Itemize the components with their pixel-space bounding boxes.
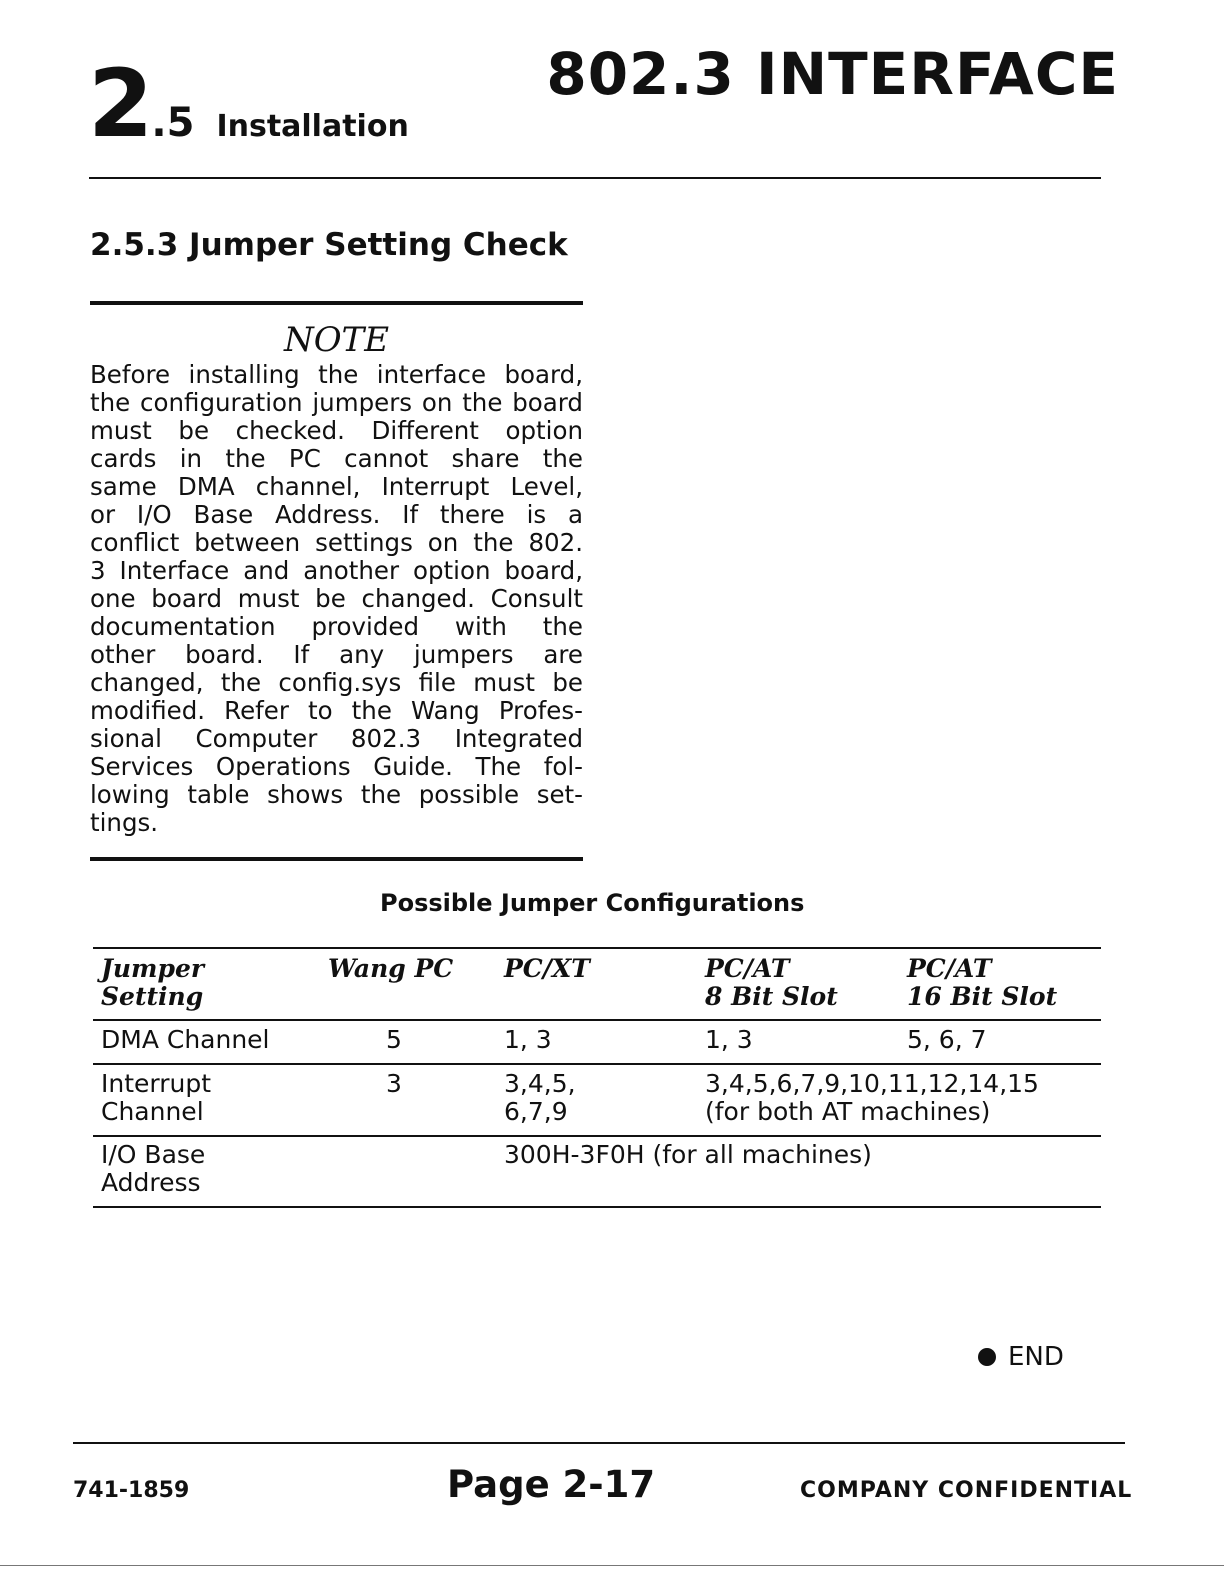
cell-line: Address <box>101 1168 201 1197</box>
header-line: Jumper <box>101 954 205 983</box>
row-io-value: 300H-3F0H (for all machines) <box>504 1140 872 1169</box>
table-title: Possible Jumper Configurations <box>380 889 805 917</box>
header-jumper-setting <box>101 955 204 1011</box>
cell-line: I/O Base <box>101 1140 206 1169</box>
row-dma-pcat-8bit: 1, 3 <box>705 1025 753 1054</box>
row-interrupt-label <box>101 1070 211 1126</box>
note-body <box>90 361 583 837</box>
row-dma-pcxt: 1, 3 <box>504 1025 552 1054</box>
subsection-title: 2.5.3 Jumper Setting Check <box>90 227 568 263</box>
header-line: PC/AT <box>907 954 992 983</box>
row-dma-wang-pc: 5 <box>386 1025 402 1054</box>
note-line: same DMA channel, Interrupt Level, <box>90 472 583 501</box>
section-number <box>88 50 409 159</box>
note-line: cards in the PC cannot share the <box>90 444 583 473</box>
document-title: 802.3 INTERFACE <box>546 40 1119 108</box>
note-line: Services Operations Guide. The fol- <box>90 752 583 781</box>
page-bottom-edge <box>0 1565 1224 1566</box>
note-line: sional Computer 802.3 Integrated <box>90 724 583 753</box>
table-rule-top <box>93 947 1101 949</box>
header-line: Setting <box>101 982 204 1011</box>
header-line: 8 Bit Slot <box>705 982 838 1011</box>
header-wang-pc: Wang PC <box>328 954 454 983</box>
row-dma-pcat-16bit: 5, 6, 7 <box>907 1025 987 1054</box>
row-interrupt-pcat <box>705 1070 1039 1126</box>
note-line: one board must be changed. Consult <box>90 584 583 613</box>
note-bottom-rule <box>90 857 583 861</box>
table-rule <box>93 1135 1101 1137</box>
note-line: the configuration jumpers on the board <box>90 388 583 417</box>
note-line: lowing table shows the possible set- <box>90 780 583 809</box>
cell-line: 3,4,5, <box>504 1069 576 1098</box>
document-number: 741-1859 <box>73 1478 190 1503</box>
table-rule <box>93 1063 1101 1065</box>
end-marker <box>978 1342 1064 1372</box>
note-heading: NOTE <box>283 320 390 360</box>
end-label: END <box>1008 1342 1064 1372</box>
cell-line: (for both AT machines) <box>705 1097 991 1126</box>
note-line: 3 Interface and another option board, <box>90 556 583 585</box>
cell-line: 3,4,5,6,7,9,10,11,12,14,15 <box>705 1069 1039 1098</box>
note-line: must be checked. Different option <box>90 416 583 445</box>
bullet-icon <box>978 1348 996 1366</box>
note-line: other board. If any jumpers are <box>90 640 583 669</box>
note-line: Before installing the interface board, <box>90 360 583 389</box>
confidential-label: COMPANY CONFIDENTIAL <box>800 1478 1133 1503</box>
header-divider <box>89 177 1101 179</box>
row-interrupt-pcxt <box>504 1070 576 1126</box>
header-pcat-16bit <box>907 955 1057 1011</box>
cell-line: Interrupt <box>101 1069 212 1098</box>
note-line: or I/O Base Address. If there is a <box>90 500 583 529</box>
note-top-rule <box>90 301 583 305</box>
row-io-label <box>101 1141 205 1197</box>
section-title: Installation <box>216 109 409 144</box>
row-dma-label: DMA Channel <box>101 1025 270 1054</box>
footer-divider <box>73 1442 1125 1444</box>
note-line: modified. Refer to the Wang Profes- <box>90 696 583 725</box>
note-line: documentation provided with the <box>90 612 583 641</box>
cell-line: 6,7,9 <box>504 1097 568 1126</box>
section-number-major: 2 <box>88 50 152 159</box>
header-pcxt: PC/XT <box>504 954 590 983</box>
section-number-minor: .5 <box>151 100 195 146</box>
header-line: PC/AT <box>705 954 790 983</box>
note-line: changed, the config.sys file must be <box>90 668 583 697</box>
row-interrupt-wang-pc: 3 <box>386 1069 402 1098</box>
table-rule <box>93 1019 1101 1021</box>
cell-line: Channel <box>101 1097 204 1126</box>
table-rule-bottom <box>93 1206 1101 1208</box>
header-line: 16 Bit Slot <box>907 982 1058 1011</box>
page-number: Page 2-17 <box>447 1463 656 1506</box>
header-pcat-8bit <box>705 955 838 1011</box>
note-line: conflict between settings on the 802. <box>90 528 583 557</box>
note-line: tings. <box>90 808 159 837</box>
